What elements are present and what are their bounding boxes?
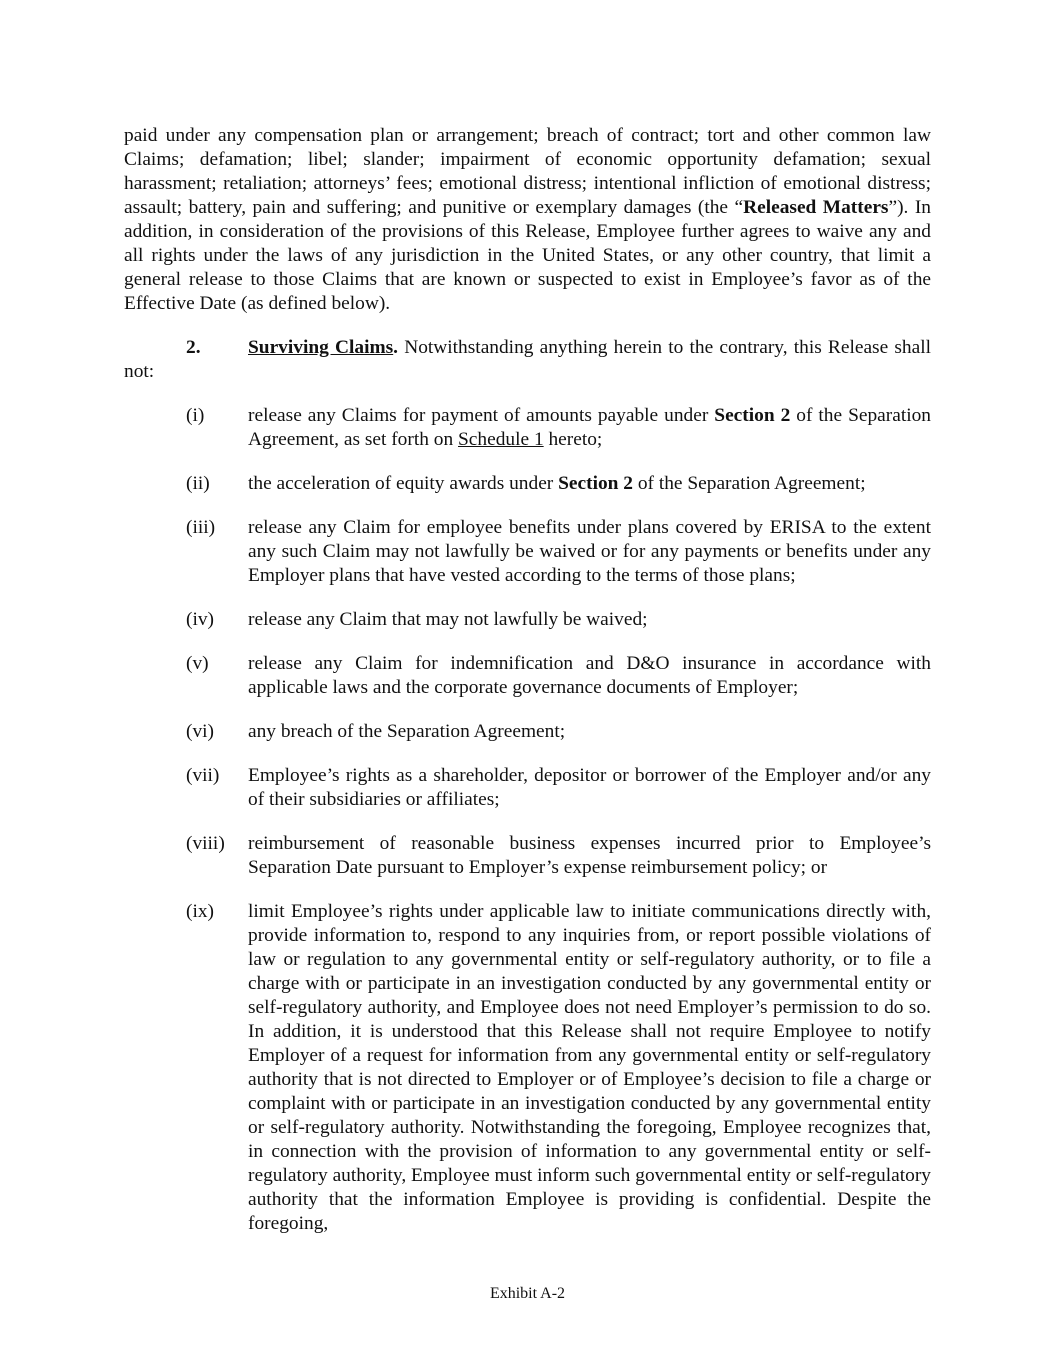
section-reference: Section 2	[714, 405, 791, 426]
list-item	[186, 608, 931, 632]
intro-paragraph	[124, 124, 931, 316]
list-item-text: Employee’s rights as a shareholder, depositor or borrower of the Employer and/or any of their subsidiaries or affiliates;	[248, 765, 931, 810]
surviving-claims-list	[124, 404, 931, 1236]
schedule-reference: Schedule 1	[458, 429, 544, 450]
section-reference: Section 2	[558, 473, 633, 494]
section-title-period: .	[393, 337, 399, 358]
section-2-heading	[124, 336, 931, 384]
defined-term-released-matters: Released Matters	[743, 197, 889, 218]
list-item-text: release any Claims for payment of amounts payable under Section 2 of the Separation Agreement, as set forth on Schedule 1 hereto;	[248, 405, 931, 450]
list-item-label: (i)	[186, 405, 205, 426]
section-text: Notwithstanding anything herein to the contrary, this Release shall not:	[124, 337, 931, 382]
list-item-text: limit Employee’s rights under applicable law to initiate communications directly with, provide information to, respond to any inquiries from, or report possible violations of law or regulation to any governmental entity or self-regulatory authority, or to file a charge with or participate in an investigation conducted by any governmental entity or self-regulatory authority, and Employee does not need Employer’s permission to do so. In addition, it is understood that this Release shall not require Employee to notify Employer of a request for information from any governmental entity or self-regulatory authority that is not directed to Employer or of Employee’s decision to file a charge or complaint with or participate in an investigation conducted by any governmental entity or self-regulatory authority. Notwithstanding the foregoing, Employee recognizes that, in connection with the provision of information to any governmental entity or self-regulatory authority, Employee must inform such governmental entity or self-regulatory authority that the information Employee is providing is confidential. Despite the foregoing,	[248, 901, 931, 1234]
list-item-text: any breach of the Separation Agreement;	[248, 721, 566, 742]
list-item-text: release any Claim for indemnification and D&O insurance in accordance with applicable laws and the corporate governance documents of Employer;	[248, 653, 931, 698]
list-item	[186, 516, 931, 588]
page-footer: Exhibit A-2	[489, 1285, 566, 1302]
list-item-label: (viii)	[186, 833, 225, 854]
list-item-label: (vi)	[186, 721, 214, 742]
list-item-label: (ii)	[186, 473, 210, 494]
list-item-label: (v)	[186, 653, 209, 674]
list-item-text: release any Claim that may not lawfully be waived;	[248, 609, 648, 630]
list-item-text: release any Claim for employee benefits under plans covered by ERISA to the extent any such Claim may not lawfully be waived or for any payments or benefits under any Employer plans that have vested according to the terms of those plans;	[248, 517, 931, 586]
list-item-text: reimbursement of reasonable business expenses incurred prior to Employee’s Separation Date pursuant to Employer’s expense reimbursement policy; or	[248, 833, 931, 878]
list-item	[186, 404, 931, 452]
list-item-label: (ix)	[186, 901, 214, 922]
section-number: 2.	[186, 337, 201, 358]
list-item	[186, 652, 931, 700]
list-item	[186, 900, 931, 1236]
list-item	[186, 832, 931, 880]
list-item	[186, 764, 931, 812]
list-item	[186, 472, 931, 496]
list-item-label: (vii)	[186, 765, 220, 786]
section-title: Surviving Claims	[248, 337, 394, 358]
list-item	[186, 720, 931, 744]
list-item-text: the acceleration of equity awards under Section 2 of the Separation Agreement;	[248, 473, 866, 494]
list-item-label: (iii)	[186, 517, 216, 538]
intro-lead-text: paid under any compensation plan or arrangement; breach of contract; tort and other common law Claims; defamation; libel; slander; impairment of economic opportunity defamation; sexual harassment; retaliation; attorneys’ fees; emotional distress; intentional infliction of emotional distress; assault; battery, pain and suffering; and punitive or exemplary damages (the “	[124, 125, 931, 218]
document-page	[124, 124, 931, 1256]
list-item-label: (iv)	[186, 609, 214, 630]
intro-tail-text: ”). In addition, in consideration of the provisions of this Release, Employee further agrees to waive any and all rights under the laws of any jurisdiction in the United States, or any other country, that limit a general release to those Claims that are known or suspected to exist in Employee’s favor as of the Effective Date (as defined below).	[124, 197, 931, 314]
